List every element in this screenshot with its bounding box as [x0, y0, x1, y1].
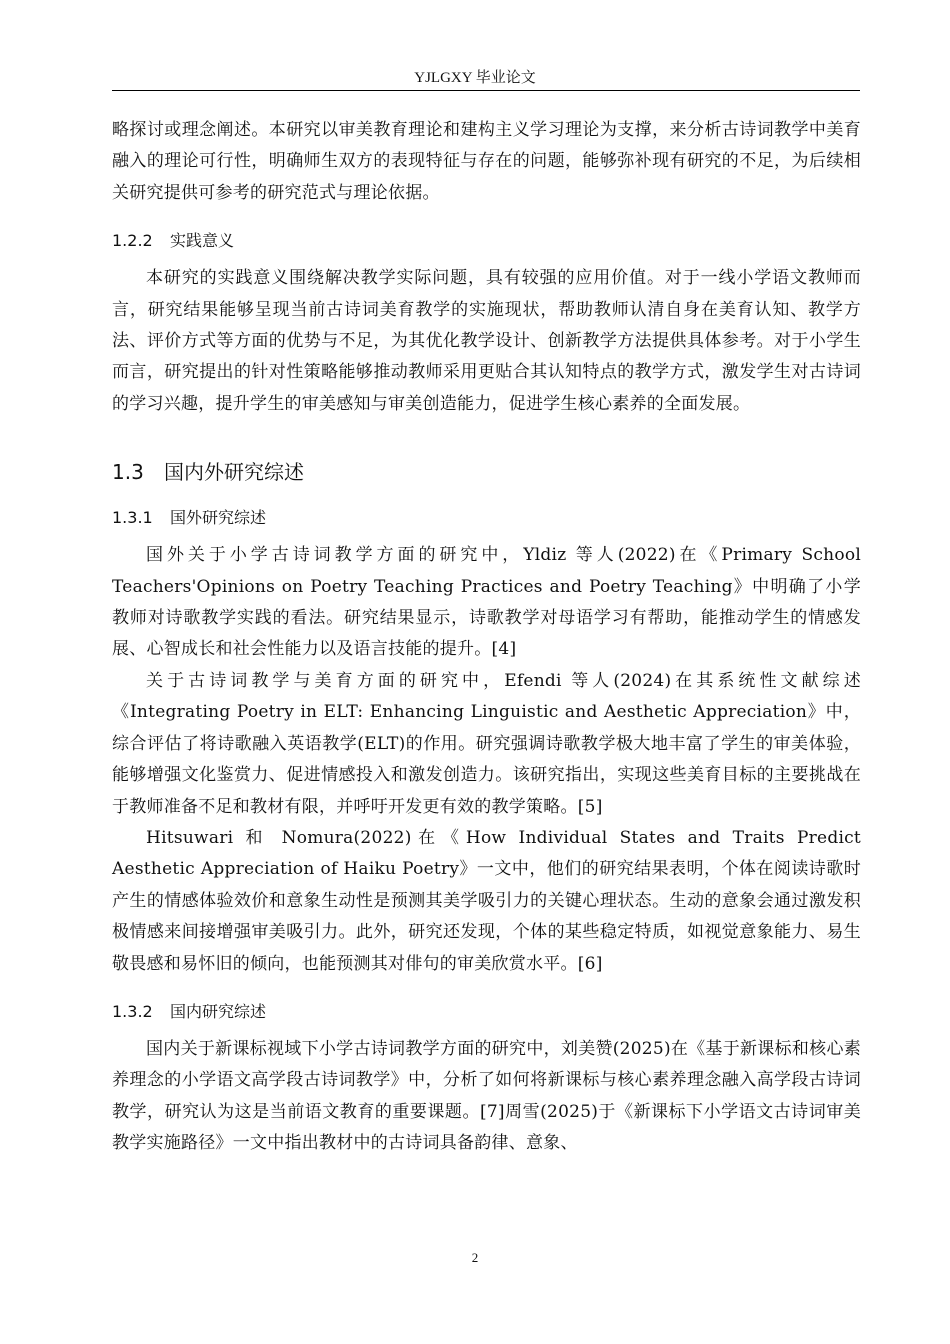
heading-1-3-1 — [112, 505, 861, 528]
heading-1-3 — [112, 456, 861, 485]
heading-1-3-2 — [112, 999, 861, 1022]
paragraph-practice: 本研究的实践意义围绕解决教学实际问题，具有较强的应用价值。对于一线小学语文教师而言，研究结果能够呈现当前古诗词美育教学的实施现状，帮助教师认清自身在美育认知、教学方法、评价方式等方面的优势与不足，为其优化教学设计、创新教学方法提供具体参考。对于小学生而言，研究提出的针对性策略能够推动教师采用更贴合其认知特点的教学方式，激发学生对古诗词的学习兴趣，提升学生的审美感知与审美创造能力，促进学生核心素养的全面发展。 — [112, 268, 861, 414]
heading-number: 1.2.2 — [112, 231, 153, 251]
paragraph-foreign-2: 关于古诗词教学与美育方面的研究中，Efendi 等人(2024)在其系统性文献综述《Integrating Poetry in ELT: Enhancing Linguistic and Aesthetic Appreciation》中，综合评估了将诗歌融入英语教学(ELT)的作用。研究强调诗歌教学极大地丰富了学生的审美体验，能够增强文化鉴赏力、促进情感投入和激发创造力。该研究指出，实现这些美育目标的主要挑战在于教师准备不足和教材有限，并呼吁开发更有效的教学策略。[5] — [112, 670, 861, 817]
body-content — [112, 115, 861, 1160]
heading-title: 国外研究综述 — [170, 508, 267, 528]
page-number: 2 — [471, 1250, 479, 1265]
running-header: YJLGXY 毕业论文 — [414, 70, 536, 86]
heading-number: 1.3 — [112, 460, 144, 485]
heading-title: 国内研究综述 — [170, 1001, 267, 1021]
heading-title: 国内外研究综述 — [164, 460, 304, 485]
heading-title: 实践意义 — [170, 231, 235, 251]
paragraph-foreign-3: Hitsuwari 和 Nomura(2022)在《How Individual States and Traits Predict Aesthetic Appreciation of Haiku Poetry》一文中，他们的研究结果表明，个体在阅读诗歌时产生的情感体验效价和意象生动性是预测其美学吸引力的关键心理状态。生动的意象会通过激发积极情感来间接增强审美吸引力。此外，研究还发现，个体的某些稳定特质，如视觉意象能力、易生敬畏感和易怀旧的倾向，也能预测其对俳句的审美欣赏水平。[6] — [112, 827, 861, 974]
paragraph-domestic-1: 国内关于新课标视域下小学古诗词教学方面的研究中，刘美赞(2025)在《基于新课标和核心素养理念的小学语文高学段古诗词教学》中，分析了如何将新课标与核心素养理念融入高学段古诗词教学，研究认为这是当前语文教育的重要课题。[7]周雪(2025)于《新课标下小学语文古诗词审美教学实施路径》一文中指出教材中的古诗词具备韵律、意象、 — [112, 1038, 861, 1154]
heading-number: 1.3.2 — [112, 1001, 153, 1021]
heading-number: 1.3.1 — [112, 508, 153, 528]
paragraph-intro-continuation: 略探讨或理念阐述。本研究以审美教育理论和建构主义学习理论为支撑，来分析古诗词教学中美育融入的理论可行性，明确师生双方的表现特征与存在的问题，能够弥补现有研究的不足，为后续相关研究提供可参考的研究范式与理论依据。 — [112, 120, 861, 203]
header-divider — [112, 90, 860, 91]
paragraph-foreign-1: 国外关于小学古诗词教学方面的研究中，Yldiz 等人(2022)在《Primary School Teachers'Opinions on Poetry Teaching Practices and Poetry Teaching》中明确了小学教师对诗歌教学实践的看法。研究结果显示，诗歌教学对母语学习有帮助，能推动学生的情感发展、心智成长和社会性能力以及语言技能的提升。[4] — [112, 545, 861, 660]
heading-1-2-2 — [112, 228, 861, 251]
